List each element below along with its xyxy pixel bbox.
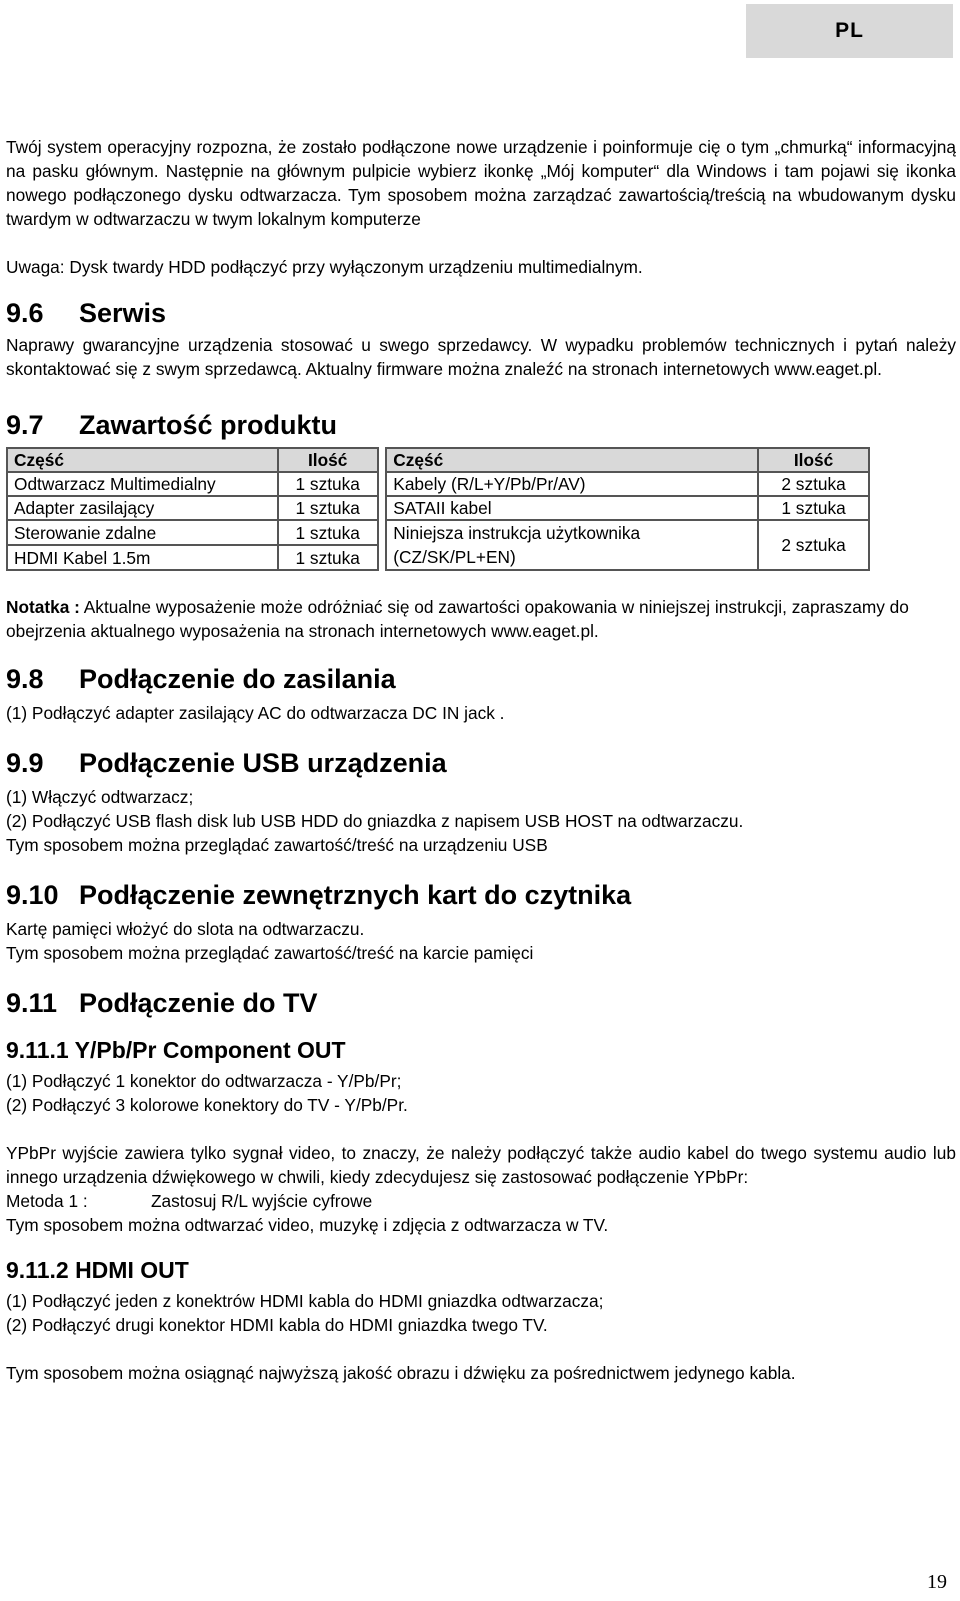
intro-paragraph: Twój system operacyjny rozpozna, że zostało podłączone nowe urządzenie i poinformuje cię o tym „chmurką“ informacyjną na pasku głównym. Następnie na głównym pulpicie wybierz ikonkę „Mój komputer“ dla Windows i tam pojawi się ikonka nowego podłączonego dysku odtwarzacza. Tym sposobem można zarządzać zawartością/treścią na wbudowanym dysku twardym w odtwarzaczu w twym lokalnym komputerze xyxy=(6,137,956,229)
table-header-cell: Ilość xyxy=(758,448,869,472)
table-cell: 1 sztuka xyxy=(278,472,378,496)
instruction-line: Tym sposobem można przeglądać zawartość/treść na urządzeniu USB xyxy=(6,835,548,855)
subsection-heading-9-11-2: 9.11.2 HDMI OUT xyxy=(6,1257,189,1283)
instruction-line: (1) Podłączyć adapter zasilający AC do odtwarzacza DC IN jack . xyxy=(6,703,505,723)
table-cell: 1 sztuka xyxy=(758,496,869,520)
section-title: Serwis xyxy=(79,298,167,328)
instruction-line: (2) Podłączyć USB flash disk lub USB HDD do gniazdka z napisem USB HOST na odtwarzaczu. xyxy=(6,811,744,831)
table-row xyxy=(7,520,869,545)
section-heading-9-6 xyxy=(6,297,956,329)
instruction-line: Tym sposobem można przeglądać zawartość/treść na karcie pamięci xyxy=(6,943,534,963)
table-header-cell: Część xyxy=(386,448,758,472)
table-cell: SATAII kabel xyxy=(386,496,758,520)
table-cell: Odtwarzacz Multimedialny xyxy=(7,472,278,496)
note-text: Aktualne wyposażenie może odróżniać się od zawartości opakowania w niniejszej instrukcji, zapraszamy do obejrzenia aktualnego wyposażenia na stronach internetowych www.eaget.pl. xyxy=(6,597,909,641)
instruction-line: Tym sposobem można odtwarzać video, muzykę i zdjęcia z odtwarzacza w TV. xyxy=(6,1215,609,1235)
method-text: Zastosuj R/L wyjście cyfrowe xyxy=(151,1191,373,1211)
method-line xyxy=(6,1189,956,1213)
subsection-heading-9-11-1: 9.11.1 Y/Pb/Pr Component OUT xyxy=(6,1037,346,1063)
table-cell: 1 sztuka xyxy=(278,520,378,545)
table-cell: Adapter zasilający xyxy=(7,496,278,520)
section-number: 9.10 xyxy=(6,880,59,910)
table-header-row xyxy=(7,448,869,472)
table-cell: Niniejsza instrukcja użytkownika (CZ/SK/PL+EN) xyxy=(386,520,758,570)
table-cell: 2 sztuka xyxy=(758,472,869,496)
page-number: 19 xyxy=(927,1571,947,1593)
section-number: 9.7 xyxy=(6,410,44,440)
section-heading-9-10 xyxy=(6,879,956,911)
table-cell: 1 sztuka xyxy=(278,545,378,570)
section-title: Podłączenie USB urządzenia xyxy=(79,748,447,778)
instruction-line: (2) Podłączyć 3 kolorowe konektory do TV - Y/Pb/Pr. xyxy=(6,1095,408,1115)
table-spacer xyxy=(378,496,387,520)
section-heading-9-9 xyxy=(6,747,956,779)
section-heading-9-7 xyxy=(6,409,956,441)
document-body xyxy=(6,135,956,1385)
instruction-line: (1) Podłączyć 1 konektor do odtwarzacza - Y/Pb/Pr; xyxy=(6,1071,402,1091)
table-header-cell: Ilość xyxy=(278,448,378,472)
table-header-cell: Część xyxy=(7,448,278,472)
note-label: Notatka : xyxy=(6,597,80,617)
method-label: Metoda 1 : xyxy=(6,1191,88,1211)
section-heading-9-8 xyxy=(6,663,956,695)
instruction-line: Kartę pamięci włożyć do slota na odtwarzaczu. xyxy=(6,919,365,939)
contents-table xyxy=(6,447,870,571)
section-number: 9.9 xyxy=(6,748,44,778)
instruction-line: (1) Włączyć odtwarzacz; xyxy=(6,787,194,807)
instruction-line: (2) Podłączyć drugi konektor HDMI kabla do HDMI gniazdka twego TV. xyxy=(6,1315,548,1335)
language-tab: PL xyxy=(746,4,953,58)
table-cell: Sterowanie zdalne xyxy=(7,520,278,545)
table-spacer xyxy=(378,520,387,570)
section-title: Zawartość produktu xyxy=(79,410,338,440)
section-number: 9.11 xyxy=(6,988,58,1018)
section-number: 9.6 xyxy=(6,298,44,328)
service-paragraph: Naprawy gwarancyjne urządzenia stosować u swego sprzedawcy. W wypadku problemów technicznych i pytań należy skontaktować się z swym sprzedawcą. Aktualny firmware można znaleźć na stronach internetowych www.eaget.pl. xyxy=(6,335,956,379)
section-number: 9.8 xyxy=(6,664,44,694)
table-cell: HDMI Kabel 1.5m xyxy=(7,545,278,570)
ypbpr-paragraph: YPbPr wyjście zawiera tylko sygnał video, to znaczy, że należy podłączyć także audio kabel do twego systemu audio lub innego urządzenia dźwiękowego w chwili, kiedy zdecydujesz się zastosować podłączenie YPbPr: xyxy=(6,1143,956,1187)
table-spacer xyxy=(378,472,387,496)
section-title: Podłączenie do TV xyxy=(79,988,318,1018)
table-cell: Kabely (R/L+Y/Pb/Pr/AV) xyxy=(386,472,758,496)
section-title: Podłączenie do zasilania xyxy=(79,664,396,694)
table-cell: 2 sztuka xyxy=(758,520,869,570)
table-row xyxy=(7,472,869,496)
intro-note: Uwaga: Dysk twardy HDD podłączyć przy wyłączonym urządzeniu multimedialnym. xyxy=(6,257,643,277)
table-spacer xyxy=(378,448,387,472)
table-cell: 1 sztuka xyxy=(278,496,378,520)
section-title: Podłączenie zewnętrznych kart do czytnika xyxy=(79,880,632,910)
contents-note xyxy=(6,595,956,643)
section-heading-9-11 xyxy=(6,987,956,1019)
hdmi-paragraph: Tym sposobem można osiągnąć najwyższą jakość obrazu i dźwięku za pośrednictwem jedynego kabla. xyxy=(6,1363,796,1383)
table-row xyxy=(7,496,869,520)
instruction-line: (1) Podłączyć jeden z konektrów HDMI kabla do HDMI gniazdka odtwarzacza; xyxy=(6,1291,604,1311)
